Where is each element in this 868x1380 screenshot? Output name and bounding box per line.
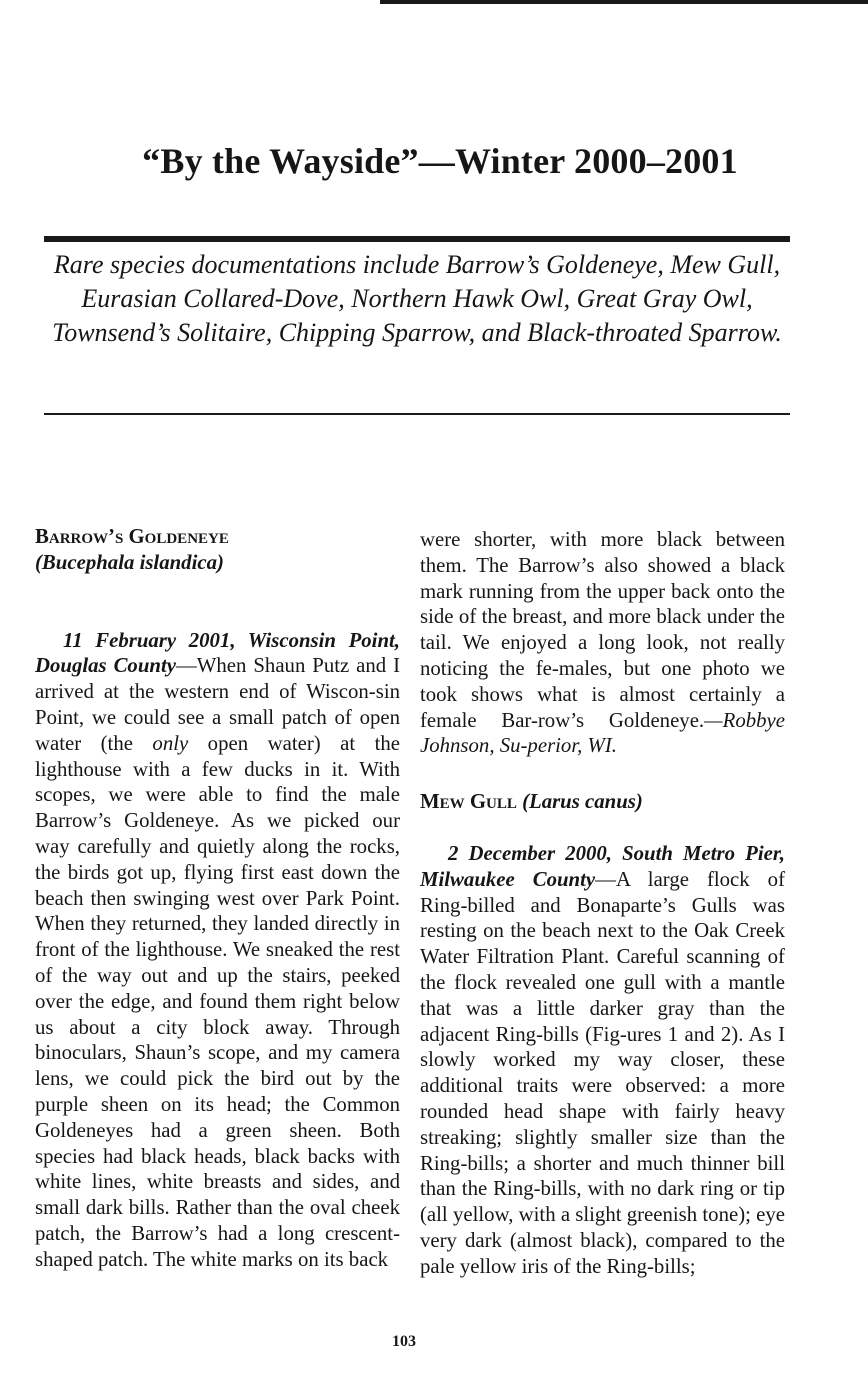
species-common-name: Mew Gull (420, 790, 517, 814)
title-rule (44, 236, 790, 242)
author-credit: —Robbye Johnson, Su-perior, WI. (420, 708, 785, 758)
top-edge-rule (380, 0, 868, 4)
account-text-continued: open water) at the lighthouse with a few ducks in it. With scopes, we were able to find the male Barrow’s Goldeneye. As we picked our way carefully and quietly along the rocks, the birds got up, flying first east down the beach then swinging west over Park Point. When they returned, they landed directly in front of the lighthouse. We sneaked the rest of the way out and up the stairs, peeked over the edge, and found them right below us about a city block away. Through binoculars, Shaun’s scope, and my camera lens, we could pick the bird out by the purple sheen on its head; the Common Goldeneyes had a green sheen. Both species had black heads, black backs with white lines, white breasts and sides, and small dark bills. Rather than the oval cheek patch, the Barrow’s had a long crescent-shaped patch. The white marks on its back (35, 731, 400, 1271)
species-heading-goldeneye (35, 524, 400, 576)
mew-gull-account (420, 841, 785, 1280)
abstract: Rare species documentations include Barrow’s Goldeneye, Mew Gull, Eurasian Collared-Dove, Northern Hawk Owl, Great Gray Owl, Townsend’s Solitaire, Chipping Sparrow, and Black-throated Sparrow. (52, 250, 782, 347)
left-column (35, 524, 400, 1273)
account-text: —A large flock of Ring-billed and Bonaparte’s Gulls was resting on the beach next to the Oak Creek Water Filtration Plant. Careful scanning of the flock revealed one gull with a mantle that was a little darker gray than the adjacent Ring-bills (Fig-ures 1 and 2). As I slowly worked my way closer, these additional traits were observed: a more rounded head shape with fairly heavy streaking; slightly smaller size than the Ring-bills; a shorter and much thinner bill than the Ring-bills, with no dark ring or tip (all yellow, with a slight greenish tone); eye very dark (almost black), compared to the pale yellow iris of the Ring-bills; (420, 867, 785, 1278)
goldeneye-account-continued (420, 527, 785, 759)
date-location: 11 February 2001, Wisconsin Point, Douglas County (35, 628, 400, 678)
species-heading-mew-gull (420, 789, 785, 815)
abstract-rule (44, 413, 790, 415)
species-scientific-name: (Bucephala islandica) (35, 550, 224, 574)
species-common-name: Barrow’s Goldeneye (35, 525, 229, 548)
date-location: 2 December 2000, South Metro Pier, Milwaukee County (420, 841, 785, 891)
emphasis-text: only (152, 731, 189, 755)
article-title: “By the Wayside”—Winter 2000–2001 (142, 141, 738, 181)
page-number: 103 (392, 1333, 416, 1350)
account-text: —When Shaun Putz and I arrived at the western end of Wiscon-sin Point, we could see a small patch of open water (the (35, 654, 401, 755)
right-column (420, 527, 785, 1280)
species-scientific-name: (Larus canus) (522, 790, 643, 814)
goldeneye-account (35, 628, 400, 1273)
continuation-text: were shorter, with more black between them. The Barrow’s also showed a black mark running from the upper back onto the side of the breast, and more black under the tail. We enjoyed a long look, not really noticing the fe-males, but one photo we took shows what is almost certainly a female Bar-row’s Goldeneye. (420, 528, 785, 732)
